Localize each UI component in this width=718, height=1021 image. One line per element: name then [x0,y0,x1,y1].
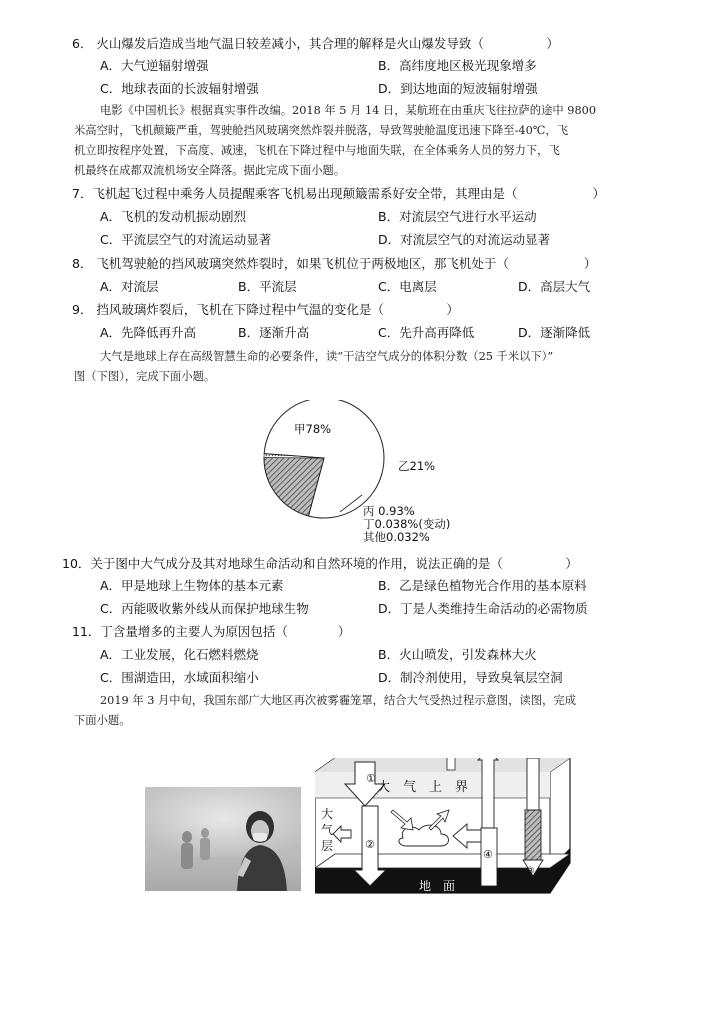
marker-2: ② [365,838,375,851]
slice-label-other: 其他0.032% [363,530,430,544]
passage-1-line: 电影《中国机长》根据真实事件改编。2018 年 5 月 14 日，某航班在由重庆飞往拉萨的途中 9800 [100,104,597,117]
side-label-2: 气 [321,823,334,837]
smog-photo [145,787,301,891]
q6-stem: 6． 火山爆发后造成当地气温日较差减小，其合理的解释是火山爆发导致（ ） [72,36,559,51]
q8-stem: 8． 飞机驾驶舱的挡风玻璃突然炸裂时，如果飞机位于两极地区，那飞机处于（ ） [72,256,597,271]
q7-stem: 7．飞机起飞过程中乘务人员提醒乘客飞机易出现颠簸需系好安全带，其理由是（ ） [72,186,605,201]
q7-option-b: B．对流层空气进行水平运动 [378,209,537,224]
q11-stem: 11．丁含量增多的主要人为原因包括（ ） [72,624,351,639]
passage-1-line: 机最终在成都双流机场安全降落。据此完成下面小题。 [74,164,346,177]
slice-label-bing: 丙 0.93% [363,504,415,518]
passage-2-line: 图（下图），完成下面小题。 [74,370,216,383]
q8-option-c: C．电离层 [378,279,437,294]
q7-option-d: D．对流层空气的对流运动显著 [378,232,551,247]
marker-1: ① [366,772,376,785]
slice-label-ding: 丁0.038%(变动) [363,517,451,531]
air-composition-pie-chart [262,400,482,550]
marker-4: ④ [483,848,493,861]
side-label-3: 层 [321,839,334,853]
passage-2 [74,347,660,387]
q7-option-c: C．平流层空气的对流运动显著 [100,232,272,247]
q9-option-a: A．先降低再升高 [100,325,197,340]
q6-option-a: A．大气逆辐射增强 [100,58,209,73]
q6-option-c: C．地球表面的长波辐射增强 [100,81,259,96]
q9-option-b: B．逐渐升高 [238,325,310,340]
atmosphere-heating-diagram [315,758,575,908]
q10-option-a: A．甲是地球上生物体的基本元素 [100,578,284,593]
q11-option-a: A．工业发展，化石燃料燃烧 [100,647,259,662]
passage-1 [74,101,660,181]
passage-1-line: 米高空时，飞机颠簸严重，驾驶舱挡风玻璃突然炸裂并脱落，导致驾驶舱温度迅速下降至-40℃，飞 [74,124,569,137]
passage-3-line: 下面小题。 [74,714,131,727]
passage-1-line: 机立即按程序处置，下高度、减速，飞机在下降过程中与地面失联，在全体乘务人员的努力下，飞 [74,144,560,157]
slice-label-yi: 乙21% [398,459,436,473]
q10-option-c: C．丙能吸收紫外线从而保护地球生物 [100,601,309,616]
q7-option-a: A．飞机的发动机振动剧烈 [100,209,247,224]
q10-stem: 10．关于图中大气成分及其对地球生命活动和自然环境的作用，说法正确的是（ ） [62,556,578,571]
q9-option-c: C．先升高再降低 [378,325,475,340]
passage-3-line: 2019 年 3 月中旬，我国东部广大地区再次被雾霾笼罩，结合大气受热过程示意图，读图，完成 [100,694,576,707]
passage-3 [74,691,660,731]
q11-option-c: C．围湖造田，水域面积缩小 [100,670,259,685]
q10-option-b: B．乙是绿色植物光合作用的基本原料 [378,578,587,593]
side-label-1: 大 [321,807,334,821]
q6-option-d: D．到达地面的短波辐射增强 [378,81,538,96]
q8-option-d: D．高层大气 [518,279,591,294]
q6-option-b: B．高纬度地区极光现象增多 [378,58,537,73]
passage-2-line: 大气是地球上存在高级智慧生命的必要条件，读“干洁空气成分的体积分数（25 千米以下）” [100,350,554,363]
top-boundary-label: 大 气 上 界 [377,780,469,795]
ground-label: 地 面 [419,879,456,893]
q10-option-d: D．丁是人类维持生命活动的必需物质 [378,601,588,616]
q9-option-d: D．逐渐降低 [518,325,591,340]
q11-option-b: B．火山喷发，引发森林大火 [378,647,537,662]
q8-option-a: A．对流层 [100,279,159,294]
slice-label-jia: 甲78% [294,422,332,436]
q11-option-d: D．制冷剂使用，导致臭氧层空洞 [378,670,563,685]
q9-stem: 9． 挡风玻璃炸裂后，飞机在下降过程中气温的变化是（ ） [72,302,459,317]
q8-option-b: B．平流层 [238,279,297,294]
marker-3: ③ [526,866,535,877]
